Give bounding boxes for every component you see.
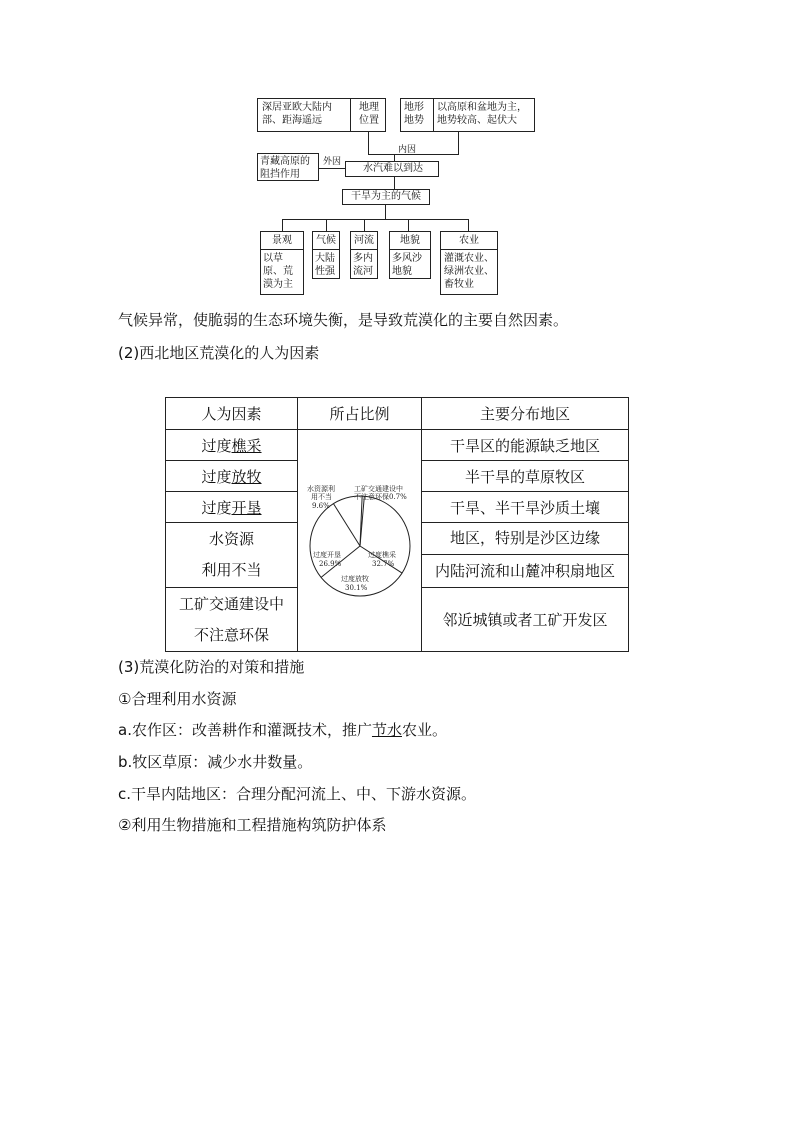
- connector: [394, 177, 395, 189]
- divider: [433, 98, 434, 132]
- table-cell-region: 地区，特别是沙区边缘 内陆河流和山麓冲积扇地区: [422, 523, 629, 588]
- divider: [260, 249, 304, 250]
- pie-label-water: 用不当: [310, 492, 332, 501]
- heading-2: (2)西北地区荒漠化的人为因素: [118, 344, 320, 362]
- table-cell-chart: [298, 430, 422, 652]
- table-cell-region: 干旱区的能源缺乏地区: [422, 430, 629, 461]
- connector: [368, 132, 369, 154]
- outcome-title: 气候: [316, 235, 336, 246]
- table-cell-factor: 过度开垦: [166, 492, 298, 523]
- pie-label-qiaocai-pct: 32.7%: [371, 559, 394, 568]
- pie-label-mine: 不注意环保0.7%: [353, 492, 407, 501]
- heading-3: (3)荒漠化防治的对策和措施: [118, 658, 305, 676]
- outcome-title: 景观: [272, 235, 292, 246]
- table-header: 人为因素: [166, 398, 298, 430]
- pie-label-qiaocai: 过度樵采: [367, 550, 396, 559]
- outcome-text: 多内流河: [353, 253, 373, 277]
- pie-label-kaiken-pct: 26.9%: [318, 559, 341, 568]
- pie-chart: [299, 431, 421, 651]
- divider: [440, 249, 498, 250]
- table-cell-region: 干旱、半干旱沙质土壤: [422, 492, 629, 523]
- box-location-label: 地理位置: [359, 102, 379, 126]
- pie-label-fangmu: 过度放牧: [340, 574, 369, 583]
- label-internal: 内因: [398, 145, 417, 155]
- outcome-title: 农业: [459, 235, 479, 246]
- table-header: 所占比例: [298, 398, 422, 430]
- connector: [468, 219, 469, 231]
- item-b: b.牧区草原：减少水井数量。: [118, 753, 313, 771]
- table-cell-factor: 水资源 利用不当: [166, 523, 298, 588]
- box-terrain-text: 以高原和盆地为主，地势较高、起伏大: [437, 102, 527, 126]
- table-cell-factor: 工矿交通建设中 不注意环保: [166, 588, 298, 652]
- box-terrain-label: 地形地势: [404, 102, 424, 126]
- item-a: a.农作区：改善耕作和灌溉技术，推广节水农业。: [118, 721, 447, 739]
- table-header: 主要分布地区: [422, 398, 629, 430]
- pie-label-fangmu-pct: 30.1%: [344, 583, 367, 592]
- outcome-title: 地貌: [400, 235, 420, 246]
- divider: [350, 249, 378, 250]
- para-climate: 气候异常，使脆弱的生态环境失衡，是导致荒漠化的主要自然因素。: [118, 311, 569, 329]
- outcome-text: 灌溉农业、绿洲农业、畜牧业: [444, 253, 494, 290]
- divider: [312, 249, 340, 250]
- connector: [282, 219, 283, 231]
- divider: [350, 98, 351, 132]
- box-plateau-text: 青藏高原的阻挡作用: [260, 156, 310, 180]
- pie-label-water-pct: 9.6%: [311, 501, 330, 510]
- outcome-text: 大陆性强: [315, 253, 335, 277]
- table-cell-region: 半干旱的草原牧区: [422, 461, 629, 492]
- pie-label-water: 水资源利: [306, 484, 335, 493]
- box-climate-text: 干旱为主的气候: [351, 191, 421, 202]
- human-factors-table: [165, 397, 629, 652]
- box-vapor-text: 水汽难以到达: [363, 163, 423, 174]
- label-external: 外因: [323, 157, 342, 167]
- connector: [385, 205, 386, 219]
- box-location-text: 深居亚欧大陆内部、距海遥远: [262, 102, 332, 126]
- connector: [364, 219, 365, 231]
- pie-label-kaiken: 过度开垦: [312, 550, 341, 559]
- pie-label-mine: 工矿交通建设中: [353, 484, 403, 493]
- connector: [408, 219, 409, 231]
- item-2: ②利用生物措施和工程措施构筑防护体系: [118, 816, 387, 834]
- connector: [458, 132, 459, 154]
- item-1: ①合理利用水资源: [118, 690, 237, 708]
- table-cell-factor: 过度放牧: [166, 461, 298, 492]
- table-cell-factor: 过度樵采: [166, 430, 298, 461]
- connector: [282, 219, 468, 220]
- connector: [326, 219, 327, 231]
- table-cell-region: 邻近城镇或者工矿开发区: [422, 588, 629, 652]
- outcome-text: 多风沙地貌: [392, 253, 422, 277]
- outcome-text: 以草原、荒漠为主: [263, 253, 293, 290]
- item-c: c.干旱内陆地区：合理分配河流上、中、下游水资源。: [118, 785, 477, 803]
- outcome-title: 河流: [354, 235, 374, 246]
- divider: [389, 249, 431, 250]
